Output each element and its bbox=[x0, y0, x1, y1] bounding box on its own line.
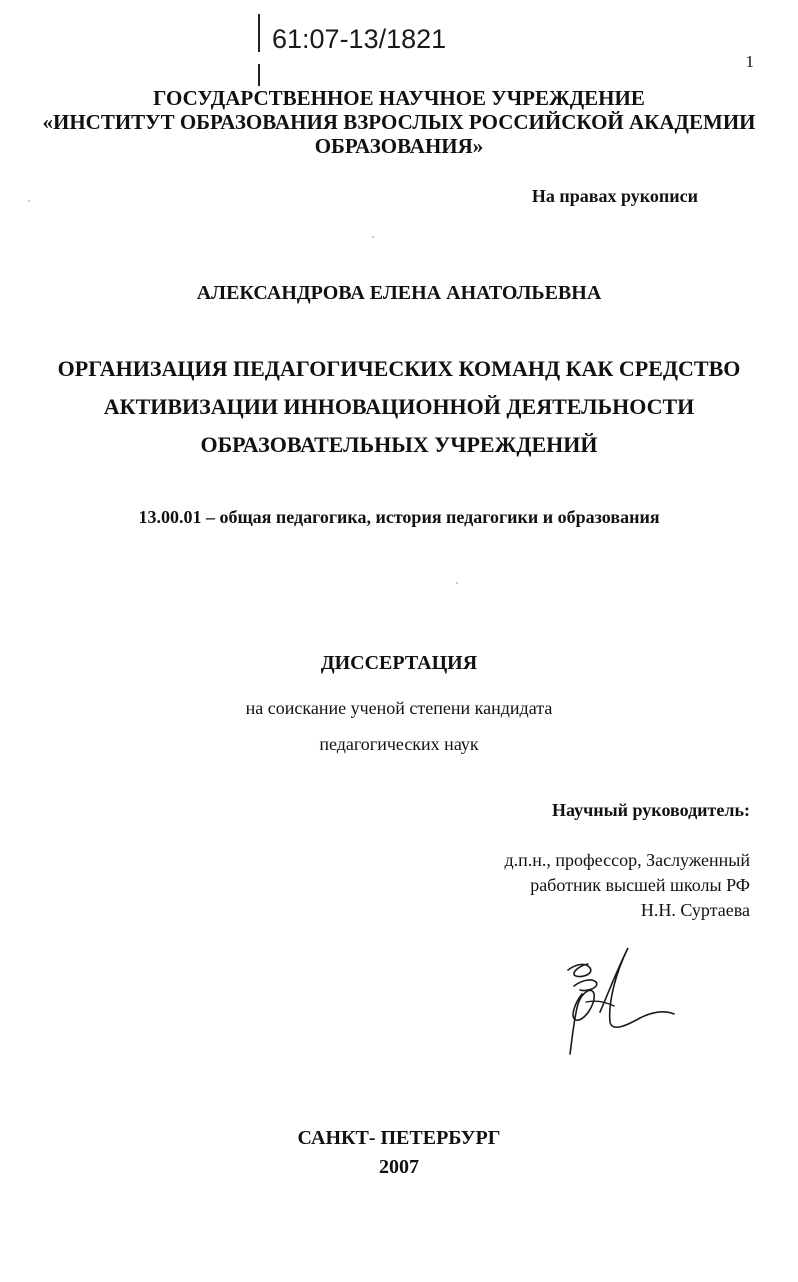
handwritten-signature bbox=[556, 942, 686, 1060]
manuscript-note: На правах рукописи bbox=[531, 186, 698, 206]
title-line: ОРГАНИЗАЦИЯ ПЕДАГОГИЧЕСКИХ КОМАНД КАК СРЕДСТВО bbox=[57, 356, 741, 381]
document-type: ДИССЕРТАЦИЯ bbox=[320, 652, 478, 674]
dissertation-title bbox=[0, 350, 798, 464]
scan-artifact bbox=[372, 236, 374, 238]
page-number: 1 bbox=[745, 52, 754, 71]
supervisor-name: Н.Н. Суртаева bbox=[640, 900, 750, 920]
degree-description bbox=[0, 690, 798, 762]
title-line: АКТИВИЗАЦИИ ИННОВАЦИОННОЙ ДЕЯТЕЛЬНОСТИ bbox=[103, 394, 695, 419]
stamp-line bbox=[258, 14, 260, 52]
scan-artifact bbox=[28, 200, 30, 202]
institution-name bbox=[0, 86, 798, 158]
scan-artifact bbox=[456, 582, 458, 584]
supervisor-details bbox=[504, 848, 750, 923]
institution-line: ГОСУДАРСТВЕННОЕ НАУЧНОЕ УЧРЕЖДЕНИЕ bbox=[153, 86, 645, 110]
supervisor-label: Научный руководитель: bbox=[552, 800, 750, 820]
publication-year: 2007 bbox=[379, 1156, 419, 1178]
title-line: ОБРАЗОВАТЕЛЬНЫХ УЧРЕЖДЕНИЙ bbox=[200, 432, 598, 457]
degree-line: на соискание ученой степени кандидата bbox=[245, 698, 553, 718]
archive-code: 61:07-13/1821 bbox=[272, 24, 447, 54]
institution-line: ОБРАЗОВАНИЯ» bbox=[314, 134, 484, 158]
specialty-code: 13.00.01 – общая педагогика, история педагогики и образования bbox=[138, 507, 660, 527]
publication-place-year bbox=[0, 1124, 798, 1182]
author-name: АЛЕКСАНДРОВА ЕЛЕНА АНАТОЛЬЕВНА bbox=[196, 282, 602, 304]
degree-line: педагогических наук bbox=[319, 734, 479, 754]
supervisor-line: работник высшей школы РФ bbox=[530, 875, 750, 895]
supervisor-line: д.п.н., профессор, Заслуженный bbox=[504, 850, 750, 870]
stamp-line bbox=[258, 64, 260, 86]
institution-line: «ИНСТИТУТ ОБРАЗОВАНИЯ ВЗРОСЛЫХ РОССИЙСКОЙ АКАДЕМИИ bbox=[42, 110, 756, 134]
city-name: САНКТ- ПЕТЕРБУРГ bbox=[297, 1127, 501, 1149]
